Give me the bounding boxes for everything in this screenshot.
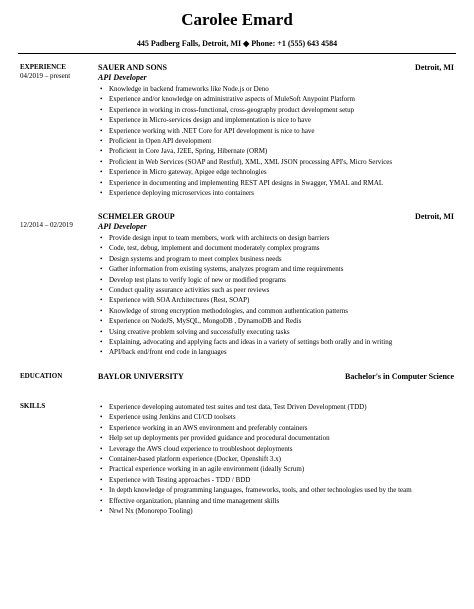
list-item: • Explaining, advocating and applying facts and ideas in a variety of settings both orally and in writing xyxy=(98,337,454,347)
header-divider xyxy=(18,53,456,54)
list-item: • Provide design input to team members, work with architects on design barriers xyxy=(98,233,454,243)
education-heading: EDUCATION xyxy=(20,372,63,380)
list-item: • Experience working in an AWS environment and preferably containers xyxy=(98,423,454,433)
job-1 xyxy=(98,62,454,198)
job-1-title: API Developer xyxy=(98,73,147,82)
list-item: • Gather information from existing systems, analyzes program and time requirements xyxy=(98,264,454,274)
job-2-location: Detroit, MI xyxy=(415,212,454,221)
job-1-bullets xyxy=(98,84,454,198)
list-item: • Experience working with .NET Core for API development is nice to have xyxy=(98,126,454,136)
education-entry xyxy=(98,371,454,382)
education-degree: Bachelor's in Computer Science xyxy=(345,372,454,381)
list-item: • Effective organization, planning and time management skills xyxy=(98,496,454,506)
list-item: • Proficient in Web Services (SOAP and Restful), XML, XML JSON processing API's, Micro Services xyxy=(98,157,454,167)
list-item: • Experience developing automated test suites and test data, Test Driven Development (TDD) xyxy=(98,402,454,412)
list-item: • Experience with Testing approaches - TDD / BDD xyxy=(98,475,454,485)
list-item: • Practical experience working in an agile environment (ideally Scrum) xyxy=(98,464,454,474)
list-item: • Experience in Micro gateway, Apigee edge technologies xyxy=(98,167,454,177)
list-item: • Conduct quality assurance activities such as peer reviews xyxy=(98,285,454,295)
list-item: • API/back end/front end code in languages xyxy=(98,347,454,357)
list-item: • Using creative problem solving and successfully executing tasks xyxy=(98,327,454,337)
job-2-header xyxy=(98,211,454,222)
list-item: • Experience on NodeJS, MySQL, MongoDB , DynamoDB and Redis xyxy=(98,316,454,326)
job-2-title: API Developer xyxy=(98,222,147,231)
job-1-dates: 04/2019 – present xyxy=(20,72,71,80)
job-1-header xyxy=(98,62,454,73)
list-item: • Nrwl Nx (Monorepo Tooling) xyxy=(98,506,454,516)
list-item: • Experience in documenting and implementing REST API designs in Swagger, YMAL and RMAL xyxy=(98,178,454,188)
list-item: • Experience in Micro-services design and implementation is nice to have xyxy=(98,115,454,125)
job-1-company: SAUER AND SONS xyxy=(98,63,167,72)
list-item: • In depth knowledge of programming languages, frameworks, tools, and other technologies used by the team xyxy=(98,485,454,495)
list-item: • Develop test plans to verify logic of new or modified programs xyxy=(98,275,454,285)
list-item: • Code, test, debug, implement and document moderately complex programs xyxy=(98,243,454,253)
list-item: • Proficient in Open API development xyxy=(98,136,454,146)
job-2-company: SCHMELER GROUP xyxy=(98,212,175,221)
list-item: • Leverage the AWS cloud experience to troubleshoot deployments xyxy=(98,444,454,454)
list-item: • Help set up deployments per provided guidance and procedural documentation xyxy=(98,433,454,443)
list-item: • Experience in working in cross-functional, cross-geography product development setup xyxy=(98,105,454,115)
list-item: • Experience and/or knowledge on administrative aspects of MuleSoft Anypoint Platform xyxy=(98,94,454,104)
list-item: • Proficient in Core Java, J2EE, Spring, Hibernate (ORM) xyxy=(98,146,454,156)
job-2-dates: 12/2014 – 02/2019 xyxy=(20,221,73,229)
skills-list xyxy=(98,402,454,516)
experience-heading: EXPERIENCE xyxy=(20,63,66,71)
contact-line: 445 Padberg Falls, Detroit, MI ◆ Phone: +1 (555) 643 4584 xyxy=(136,39,338,48)
skills-list-container xyxy=(98,401,454,516)
education-school: BAYLOR UNIVERSITY xyxy=(98,372,184,381)
candidate-name: Carolee Emard xyxy=(181,10,293,29)
education-row xyxy=(98,371,454,382)
list-item: • Knowledge in backend frameworks like Node.js or Deno xyxy=(98,84,454,94)
job-2 xyxy=(98,211,454,358)
list-item: • Knowledge of strong encryption methodologies, and common authentication patterns xyxy=(98,306,454,316)
skills-heading: SKILLS xyxy=(20,402,46,410)
job-2-bullets xyxy=(98,233,454,358)
list-item: • Container-based platform experience (Docker, Openshift 3.x) xyxy=(98,454,454,464)
list-item: • Experience using Jenkins and CI/CD toolsets xyxy=(98,412,454,422)
job-1-location: Detroit, MI xyxy=(415,63,454,72)
list-item: • Design systems and program to meet complex business needs xyxy=(98,254,454,264)
list-item: • Experience deploying microservices into containers xyxy=(98,188,454,198)
list-item: • Experience with SOA Architectures (Rest, SOAP) xyxy=(98,295,454,305)
